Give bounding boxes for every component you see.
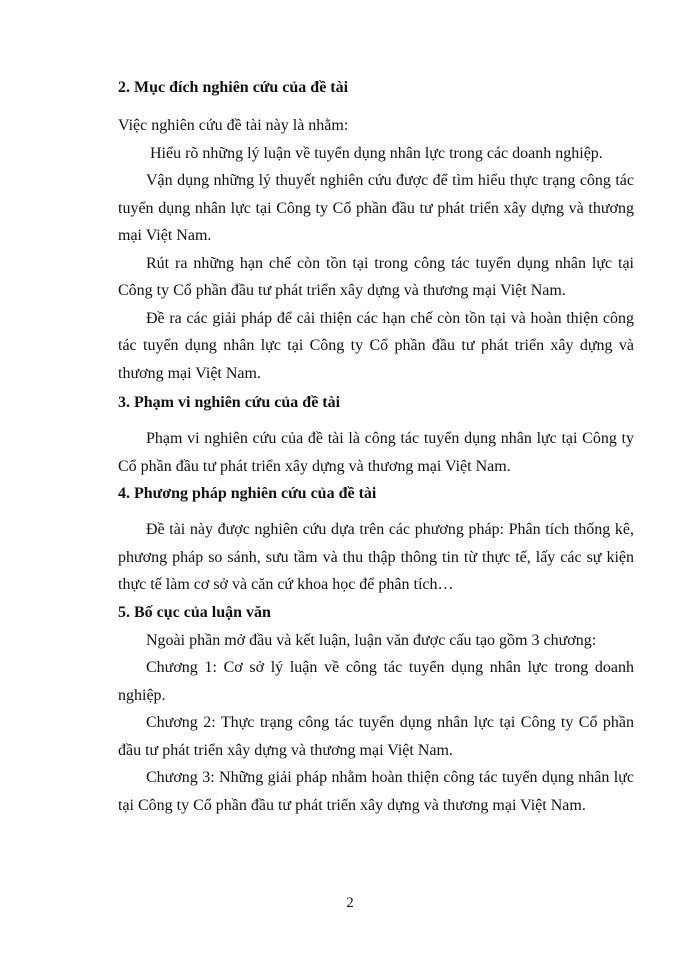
page-number: 2: [346, 895, 354, 911]
section-3-body: Phạm vi nghiên cứu của đề tài là công tác tuyển dụng nhân lực tại Công ty Cổ phần đầu tư phát triển xây dựng và thương mại Việt Nam.: [118, 430, 634, 475]
section-2-item-4: Đề ra các giải pháp để cải thiện các hạn chế còn tồn tại và hoàn thiện công tác tuyển dụng nhân lực tại Công ty Cổ phần đầu tư phát triển xây dựng và thương mại Việt Nam.: [118, 309, 634, 382]
section-5-heading: 5. Bố cục của luận văn: [118, 603, 271, 621]
section-3-heading: 3. Phạm vi nghiên cứu của đề tài: [118, 394, 341, 411]
section-2-item-2: Vận dụng những lý thuyết nghiên cứu được để tìm hiểu thực trạng công tác tuyển dụng nhân lực tại Công ty Cổ phần đầu tư phát triển xây dựng và thương mại Việt Nam.: [118, 172, 634, 244]
section-2-item-1: Hiểu rõ những lý luận về tuyển dụng nhân lực trong các doanh nghiệp.: [150, 144, 603, 162]
section-5-intro: Ngoài phần mở đầu và kết luận, luận văn được cấu tạo gồm 3 chương:: [146, 631, 597, 649]
section-5-chapter-2: Chương 2: Thực trạng công tác tuyển dụng nhân lực tại Công ty Cổ phần đầu tư phát triển xây dựng và thương mại Việt Nam.: [118, 714, 634, 759]
section-4-heading: 4. Phương pháp nghiên cứu của đề tài: [118, 485, 377, 502]
section-5-chapter-1: Chương 1: Cơ sở lý luận về công tác tuyển dụng nhân lực trong doanh nghiệp.: [118, 659, 634, 704]
section-5-chapter-3: Chương 3: Những giải pháp nhằm hoàn thiện công tác tuyển dụng nhân lực tại Công ty Cổ phần đầu tư phát triển xây dựng và thương mại Việt Nam.: [118, 769, 634, 814]
section-4-body: Đề tài này được nghiên cứu dựa trên các phương pháp: Phân tích thống kê, phương pháp so sánh, sưu tầm và thu thập thông tin từ thực tế, lấy các sự kiện thực tế làm cơ sở và căn cứ khoa học để phân tích…: [118, 521, 634, 593]
section-2-item-3: Rút ra những hạn chế còn tồn tại trong công tác tuyển dụng nhân lực tại Công ty Cổ phần đầu tư phát triển xây dựng và thương mại Việt Nam.: [118, 254, 634, 299]
section-2-heading: 2. Mục đích nghiên cứu của đề tài: [118, 79, 349, 96]
section-2-intro: Việc nghiên cứu đề tài này là nhằm:: [118, 117, 349, 134]
page-content: [118, 74, 634, 819]
